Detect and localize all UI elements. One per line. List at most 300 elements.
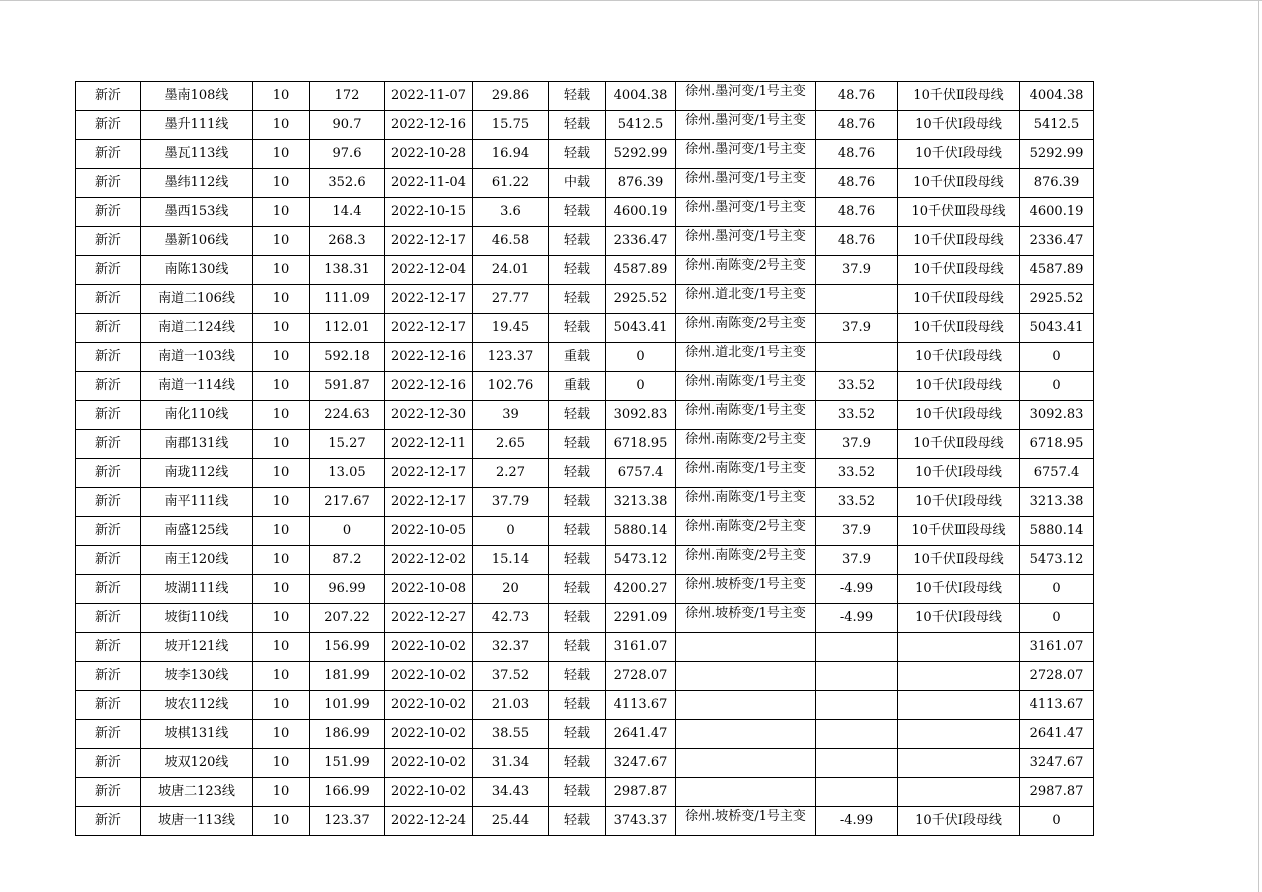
county-cell: 新沂 <box>76 633 141 662</box>
table-row <box>76 430 1094 459</box>
load-rate-cell: 3.6 <box>473 198 549 227</box>
feeder-name-cell: 墨南108线 <box>141 82 253 111</box>
table-row <box>76 575 1094 604</box>
capacity-cell: 3161.07 <box>606 633 676 662</box>
available-capacity-cell: 0 <box>1020 343 1094 372</box>
date-cell: 2022-12-24 <box>385 807 473 836</box>
substation-cell <box>676 256 816 285</box>
voltage-cell: 10 <box>253 488 310 517</box>
table-row <box>76 662 1094 691</box>
substation-text: 徐州.道北变/1号主变 <box>685 287 806 302</box>
county-cell: 新沂 <box>76 604 141 633</box>
date-cell: 2022-10-02 <box>385 749 473 778</box>
substation-text: 徐州.墨河变/1号主变 <box>685 171 806 186</box>
substation-text: 徐州.南陈变/1号主变 <box>685 461 806 476</box>
current-cell: 217.67 <box>310 488 385 517</box>
transformer-margin-cell: 37.9 <box>816 314 898 343</box>
substation-cell <box>676 314 816 343</box>
feeder-name-cell: 坡街110线 <box>141 604 253 633</box>
transformer-margin-cell <box>816 285 898 314</box>
table-row <box>76 227 1094 256</box>
date-cell: 2022-12-17 <box>385 488 473 517</box>
date-cell: 2022-10-08 <box>385 575 473 604</box>
substation-cell <box>676 749 816 778</box>
substation-cell <box>676 430 816 459</box>
feeder-name-cell: 坡湖111线 <box>141 575 253 604</box>
county-cell: 新沂 <box>76 778 141 807</box>
feeder-name-cell: 南郡131线 <box>141 430 253 459</box>
table-row <box>76 169 1094 198</box>
substation-cell <box>676 691 816 720</box>
current-cell: 123.37 <box>310 807 385 836</box>
date-cell: 2022-12-16 <box>385 111 473 140</box>
table-row <box>76 604 1094 633</box>
date-cell: 2022-10-15 <box>385 198 473 227</box>
substation-text: 徐州.墨河变/1号主变 <box>685 84 806 99</box>
feeder-name-cell: 南王120线 <box>141 546 253 575</box>
county-cell: 新沂 <box>76 546 141 575</box>
load-status-cell: 轻载 <box>549 778 606 807</box>
substation-cell <box>676 198 816 227</box>
substation-cell <box>676 604 816 633</box>
load-rate-cell: 46.58 <box>473 227 549 256</box>
county-cell: 新沂 <box>76 720 141 749</box>
load-status-cell: 轻载 <box>549 720 606 749</box>
capacity-cell: 4200.27 <box>606 575 676 604</box>
load-rate-cell: 37.79 <box>473 488 549 517</box>
capacity-cell: 3092.83 <box>606 401 676 430</box>
current-cell: 156.99 <box>310 633 385 662</box>
substation-cell <box>676 111 816 140</box>
feeder-name-cell: 南道二106线 <box>141 285 253 314</box>
voltage-cell: 10 <box>253 604 310 633</box>
voltage-cell: 10 <box>253 82 310 111</box>
feeder-name-cell: 南平111线 <box>141 488 253 517</box>
transformer-margin-cell <box>816 633 898 662</box>
load-rate-cell: 42.73 <box>473 604 549 633</box>
capacity-cell: 3743.37 <box>606 807 676 836</box>
feeder-name-cell: 墨纬112线 <box>141 169 253 198</box>
substation-text: 徐州.南陈变/2号主变 <box>685 519 806 534</box>
date-cell: 2022-12-16 <box>385 372 473 401</box>
county-cell: 新沂 <box>76 372 141 401</box>
substation-text: 徐州.墨河变/1号主变 <box>685 229 806 244</box>
substation-text <box>676 633 815 661</box>
transformer-margin-cell <box>816 749 898 778</box>
substation-text: 徐州.南陈变/1号主变 <box>685 374 806 389</box>
available-capacity-cell: 876.39 <box>1020 169 1094 198</box>
busbar-cell: 10千伏Ⅰ段母线 <box>898 111 1020 140</box>
capacity-cell: 2925.52 <box>606 285 676 314</box>
county-cell: 新沂 <box>76 343 141 372</box>
available-capacity-cell: 2336.47 <box>1020 227 1094 256</box>
capacity-cell: 5292.99 <box>606 140 676 169</box>
substation-text <box>676 749 815 777</box>
available-capacity-cell: 4113.67 <box>1020 691 1094 720</box>
busbar-cell: 10千伏Ⅰ段母线 <box>898 604 1020 633</box>
busbar-cell: 10千伏Ⅲ段母线 <box>898 517 1020 546</box>
current-cell: 591.87 <box>310 372 385 401</box>
current-cell: 224.63 <box>310 401 385 430</box>
substation-text: 徐州.墨河变/1号主变 <box>685 200 806 215</box>
current-cell: 15.27 <box>310 430 385 459</box>
current-cell: 172 <box>310 82 385 111</box>
substation-cell <box>676 778 816 807</box>
voltage-cell: 10 <box>253 662 310 691</box>
date-cell: 2022-10-02 <box>385 633 473 662</box>
load-rate-cell: 20 <box>473 575 549 604</box>
county-cell: 新沂 <box>76 459 141 488</box>
substation-cell <box>676 720 816 749</box>
transformer-margin-cell: -4.99 <box>816 604 898 633</box>
busbar-cell <box>898 720 1020 749</box>
voltage-cell: 10 <box>253 227 310 256</box>
date-cell: 2022-12-27 <box>385 604 473 633</box>
voltage-cell: 10 <box>253 720 310 749</box>
table-row <box>76 778 1094 807</box>
substation-text: 徐州.南陈变/2号主变 <box>685 258 806 273</box>
load-rate-cell: 37.52 <box>473 662 549 691</box>
substation-cell <box>676 633 816 662</box>
load-status-cell: 重载 <box>549 372 606 401</box>
current-cell: 87.2 <box>310 546 385 575</box>
table-row <box>76 401 1094 430</box>
date-cell: 2022-10-02 <box>385 662 473 691</box>
transformer-margin-cell: 33.52 <box>816 488 898 517</box>
capacity-cell: 4587.89 <box>606 256 676 285</box>
available-capacity-cell: 5043.41 <box>1020 314 1094 343</box>
capacity-cell: 0 <box>606 372 676 401</box>
feeder-name-cell: 坡开121线 <box>141 633 253 662</box>
busbar-cell <box>898 749 1020 778</box>
county-cell: 新沂 <box>76 314 141 343</box>
load-status-cell: 轻载 <box>549 111 606 140</box>
current-cell: 0 <box>310 517 385 546</box>
load-status-cell: 轻载 <box>549 459 606 488</box>
feeder-name-cell: 坡李130线 <box>141 662 253 691</box>
current-cell: 90.7 <box>310 111 385 140</box>
substation-cell <box>676 575 816 604</box>
transformer-margin-cell: 48.76 <box>816 198 898 227</box>
date-cell: 2022-12-11 <box>385 430 473 459</box>
voltage-cell: 10 <box>253 372 310 401</box>
available-capacity-cell: 6718.95 <box>1020 430 1094 459</box>
substation-text <box>676 778 815 806</box>
load-status-cell: 轻载 <box>549 604 606 633</box>
load-status-cell: 轻载 <box>549 285 606 314</box>
feeder-name-cell: 坡农112线 <box>141 691 253 720</box>
feeder-name-cell: 墨西153线 <box>141 198 253 227</box>
load-status-cell: 轻载 <box>549 488 606 517</box>
voltage-cell: 10 <box>253 198 310 227</box>
available-capacity-cell: 0 <box>1020 604 1094 633</box>
feeder-name-cell: 墨升111线 <box>141 111 253 140</box>
available-capacity-cell: 5292.99 <box>1020 140 1094 169</box>
busbar-cell: 10千伏Ⅱ段母线 <box>898 256 1020 285</box>
load-rate-cell: 2.27 <box>473 459 549 488</box>
transformer-margin-cell <box>816 662 898 691</box>
capacity-cell: 3247.67 <box>606 749 676 778</box>
load-status-cell: 轻载 <box>549 198 606 227</box>
county-cell: 新沂 <box>76 82 141 111</box>
capacity-cell: 2728.07 <box>606 662 676 691</box>
busbar-cell: 10千伏Ⅱ段母线 <box>898 285 1020 314</box>
capacity-cell: 2291.09 <box>606 604 676 633</box>
transformer-margin-cell: 48.76 <box>816 227 898 256</box>
load-rate-cell: 16.94 <box>473 140 549 169</box>
table-row <box>76 488 1094 517</box>
substation-text: 徐州.南陈变/2号主变 <box>685 432 806 447</box>
substation-cell <box>676 517 816 546</box>
transformer-margin-cell: -4.99 <box>816 575 898 604</box>
substation-text: 徐州.南陈变/2号主变 <box>685 316 806 331</box>
substation-text <box>676 662 815 690</box>
available-capacity-cell: 4600.19 <box>1020 198 1094 227</box>
table-row <box>76 633 1094 662</box>
available-capacity-cell: 0 <box>1020 372 1094 401</box>
busbar-cell: 10千伏Ⅲ段母线 <box>898 198 1020 227</box>
capacity-cell: 6757.4 <box>606 459 676 488</box>
load-status-cell: 轻载 <box>549 633 606 662</box>
voltage-cell: 10 <box>253 517 310 546</box>
substation-text <box>676 720 815 748</box>
busbar-cell: 10千伏Ⅱ段母线 <box>898 546 1020 575</box>
feeder-name-cell: 坡棋131线 <box>141 720 253 749</box>
date-cell: 2022-10-28 <box>385 140 473 169</box>
capacity-cell: 5473.12 <box>606 546 676 575</box>
busbar-cell: 10千伏Ⅱ段母线 <box>898 227 1020 256</box>
busbar-cell <box>898 662 1020 691</box>
transformer-margin-cell <box>816 343 898 372</box>
table-row <box>76 111 1094 140</box>
county-cell: 新沂 <box>76 807 141 836</box>
county-cell: 新沂 <box>76 111 141 140</box>
transformer-margin-cell: 48.76 <box>816 111 898 140</box>
substation-cell <box>676 169 816 198</box>
busbar-cell: 10千伏Ⅱ段母线 <box>898 314 1020 343</box>
county-cell: 新沂 <box>76 662 141 691</box>
date-cell: 2022-11-04 <box>385 169 473 198</box>
capacity-cell: 4004.38 <box>606 82 676 111</box>
voltage-cell: 10 <box>253 401 310 430</box>
substation-cell <box>676 401 816 430</box>
available-capacity-cell: 0 <box>1020 807 1094 836</box>
transformer-margin-cell <box>816 691 898 720</box>
busbar-cell: 10千伏Ⅰ段母线 <box>898 343 1020 372</box>
table-row <box>76 343 1094 372</box>
current-cell: 268.3 <box>310 227 385 256</box>
table-row <box>76 459 1094 488</box>
feeder-name-cell: 南道二124线 <box>141 314 253 343</box>
feeder-name-cell: 墨新106线 <box>141 227 253 256</box>
feeder-name-cell: 南盛125线 <box>141 517 253 546</box>
load-rate-cell: 27.77 <box>473 285 549 314</box>
current-cell: 186.99 <box>310 720 385 749</box>
voltage-cell: 10 <box>253 256 310 285</box>
transformer-margin-cell: 37.9 <box>816 256 898 285</box>
load-rate-cell: 0 <box>473 517 549 546</box>
voltage-cell: 10 <box>253 343 310 372</box>
table-row <box>76 285 1094 314</box>
substation-cell <box>676 285 816 314</box>
table-row <box>76 198 1094 227</box>
busbar-cell: 10千伏Ⅰ段母线 <box>898 459 1020 488</box>
current-cell: 112.01 <box>310 314 385 343</box>
current-cell: 166.99 <box>310 778 385 807</box>
available-capacity-cell: 3092.83 <box>1020 401 1094 430</box>
date-cell: 2022-12-17 <box>385 285 473 314</box>
page-top-border <box>0 0 1262 1</box>
voltage-cell: 10 <box>253 546 310 575</box>
table-row <box>76 517 1094 546</box>
county-cell: 新沂 <box>76 430 141 459</box>
county-cell: 新沂 <box>76 401 141 430</box>
county-cell: 新沂 <box>76 691 141 720</box>
available-capacity-cell: 0 <box>1020 575 1094 604</box>
load-rate-cell: 25.44 <box>473 807 549 836</box>
voltage-cell: 10 <box>253 459 310 488</box>
capacity-cell: 3213.38 <box>606 488 676 517</box>
load-status-cell: 轻载 <box>549 517 606 546</box>
busbar-cell <box>898 691 1020 720</box>
date-cell: 2022-12-02 <box>385 546 473 575</box>
capacity-cell: 4600.19 <box>606 198 676 227</box>
load-status-cell: 重载 <box>549 343 606 372</box>
date-cell: 2022-10-02 <box>385 778 473 807</box>
load-rate-cell: 19.45 <box>473 314 549 343</box>
voltage-cell: 10 <box>253 807 310 836</box>
busbar-cell: 10千伏Ⅰ段母线 <box>898 807 1020 836</box>
table-row <box>76 546 1094 575</box>
voltage-cell: 10 <box>253 691 310 720</box>
table-row <box>76 256 1094 285</box>
feeder-name-cell: 南道一114线 <box>141 372 253 401</box>
substation-text: 徐州.南陈变/2号主变 <box>685 548 806 563</box>
voltage-cell: 10 <box>253 633 310 662</box>
capacity-cell: 876.39 <box>606 169 676 198</box>
current-cell: 111.09 <box>310 285 385 314</box>
transformer-margin-cell: 33.52 <box>816 459 898 488</box>
date-cell: 2022-12-17 <box>385 227 473 256</box>
table-row <box>76 691 1094 720</box>
busbar-cell: 10千伏Ⅱ段母线 <box>898 82 1020 111</box>
available-capacity-cell: 5473.12 <box>1020 546 1094 575</box>
available-capacity-cell: 6757.4 <box>1020 459 1094 488</box>
load-status-cell: 轻载 <box>549 82 606 111</box>
substation-text: 徐州.墨河变/1号主变 <box>685 113 806 128</box>
load-status-cell: 轻载 <box>549 256 606 285</box>
county-cell: 新沂 <box>76 256 141 285</box>
substation-cell <box>676 807 816 836</box>
substation-cell <box>676 546 816 575</box>
date-cell: 2022-10-02 <box>385 720 473 749</box>
table-row <box>76 807 1094 836</box>
busbar-cell: 10千伏Ⅰ段母线 <box>898 488 1020 517</box>
load-rate-cell: 24.01 <box>473 256 549 285</box>
load-status-cell: 轻载 <box>549 807 606 836</box>
table-row <box>76 140 1094 169</box>
transformer-margin-cell <box>816 720 898 749</box>
date-cell: 2022-12-04 <box>385 256 473 285</box>
voltage-cell: 10 <box>253 140 310 169</box>
load-status-cell: 轻载 <box>549 227 606 256</box>
available-capacity-cell: 2728.07 <box>1020 662 1094 691</box>
current-cell: 138.31 <box>310 256 385 285</box>
table-row <box>76 314 1094 343</box>
voltage-cell: 10 <box>253 169 310 198</box>
current-cell: 352.6 <box>310 169 385 198</box>
page-right-border <box>1258 0 1259 892</box>
transformer-margin-cell: 48.76 <box>816 82 898 111</box>
transformer-margin-cell: 33.52 <box>816 372 898 401</box>
county-cell: 新沂 <box>76 575 141 604</box>
transformer-margin-cell: -4.99 <box>816 807 898 836</box>
load-rate-cell: 38.55 <box>473 720 549 749</box>
feeder-name-cell: 南化110线 <box>141 401 253 430</box>
table-row <box>76 749 1094 778</box>
transformer-margin-cell: 37.9 <box>816 430 898 459</box>
load-rate-cell: 39 <box>473 401 549 430</box>
busbar-cell <box>898 778 1020 807</box>
load-rate-cell: 2.65 <box>473 430 549 459</box>
available-capacity-cell: 4587.89 <box>1020 256 1094 285</box>
transformer-margin-cell: 48.76 <box>816 169 898 198</box>
current-cell: 97.6 <box>310 140 385 169</box>
load-status-cell: 轻载 <box>549 691 606 720</box>
load-status-cell: 轻载 <box>549 314 606 343</box>
capacity-cell: 5880.14 <box>606 517 676 546</box>
county-cell: 新沂 <box>76 227 141 256</box>
county-cell: 新沂 <box>76 517 141 546</box>
available-capacity-cell: 4004.38 <box>1020 82 1094 111</box>
available-capacity-cell: 2925.52 <box>1020 285 1094 314</box>
date-cell: 2022-12-16 <box>385 343 473 372</box>
feeder-name-cell: 南道一103线 <box>141 343 253 372</box>
county-cell: 新沂 <box>76 285 141 314</box>
transformer-margin-cell: 48.76 <box>816 140 898 169</box>
substation-cell <box>676 227 816 256</box>
capacity-cell: 4113.67 <box>606 691 676 720</box>
substation-cell <box>676 459 816 488</box>
feeder-name-cell: 坡唐二123线 <box>141 778 253 807</box>
load-status-cell: 轻载 <box>549 749 606 778</box>
voltage-cell: 10 <box>253 778 310 807</box>
load-rate-cell: 21.03 <box>473 691 549 720</box>
available-capacity-cell: 5412.5 <box>1020 111 1094 140</box>
date-cell: 2022-10-05 <box>385 517 473 546</box>
feeder-name-cell: 南陈130线 <box>141 256 253 285</box>
county-cell: 新沂 <box>76 169 141 198</box>
load-rate-cell: 31.34 <box>473 749 549 778</box>
load-status-cell: 轻载 <box>549 430 606 459</box>
transformer-margin-cell: 37.9 <box>816 546 898 575</box>
current-cell: 181.99 <box>310 662 385 691</box>
busbar-cell: 10千伏Ⅱ段母线 <box>898 430 1020 459</box>
load-rate-cell: 102.76 <box>473 372 549 401</box>
load-status-cell: 轻载 <box>549 575 606 604</box>
substation-cell <box>676 343 816 372</box>
substation-text: 徐州.南陈变/1号主变 <box>685 403 806 418</box>
county-cell: 新沂 <box>76 749 141 778</box>
voltage-cell: 10 <box>253 749 310 778</box>
busbar-cell: 10千伏Ⅰ段母线 <box>898 401 1020 430</box>
load-rate-cell: 123.37 <box>473 343 549 372</box>
county-cell: 新沂 <box>76 198 141 227</box>
busbar-cell: 10千伏Ⅰ段母线 <box>898 575 1020 604</box>
capacity-cell: 0 <box>606 343 676 372</box>
capacity-cell: 5412.5 <box>606 111 676 140</box>
feeder-name-cell: 墨瓦113线 <box>141 140 253 169</box>
